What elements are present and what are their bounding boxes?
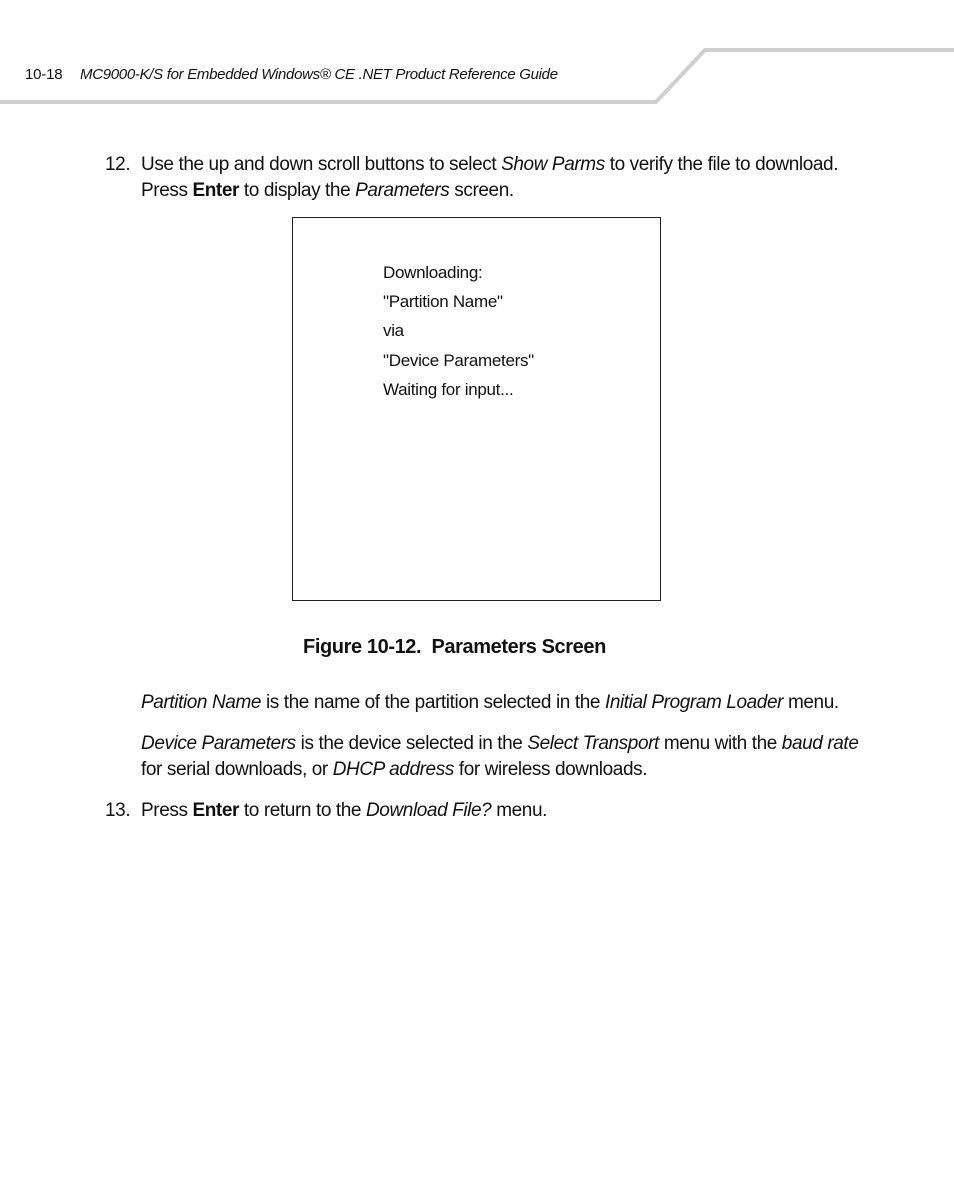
page-number: 10-18 [25,66,63,83]
parameters-screen-figure [292,217,661,601]
screen-line-partition-name: "Partition Name" [383,292,503,311]
header-rule-decoration [0,0,954,110]
partition-name-description: Partition Name is the name of the partition selected in the Initial Program Loader menu. [141,692,839,713]
running-title: MC9000-K/S for Embedded Windows® CE .NET Product Reference Guide [80,66,558,83]
step-text: Use the up and down scroll buttons to select Show Parms to verify the file to download. Press Enter to display the Parameters screen. [141,154,839,201]
step-text: Press Enter to return to the Download File? menu. [141,800,548,821]
figure-caption: Figure 10-12. Parameters Screen [303,636,606,658]
step-number: 13. [105,800,131,821]
step-number: 12. [105,154,131,175]
screen-line-waiting: Waiting for input... [383,380,514,399]
screen-line-device-parameters: "Device Parameters" [383,351,534,370]
screen-line-downloading: Downloading: [383,263,483,282]
screen-line-via: via [383,321,404,340]
device-parameters-description: Device Parameters is the device selected in the Select Transport menu with the baud rate for serial downloads, or DHCP address for wireless downloads. [141,733,859,780]
